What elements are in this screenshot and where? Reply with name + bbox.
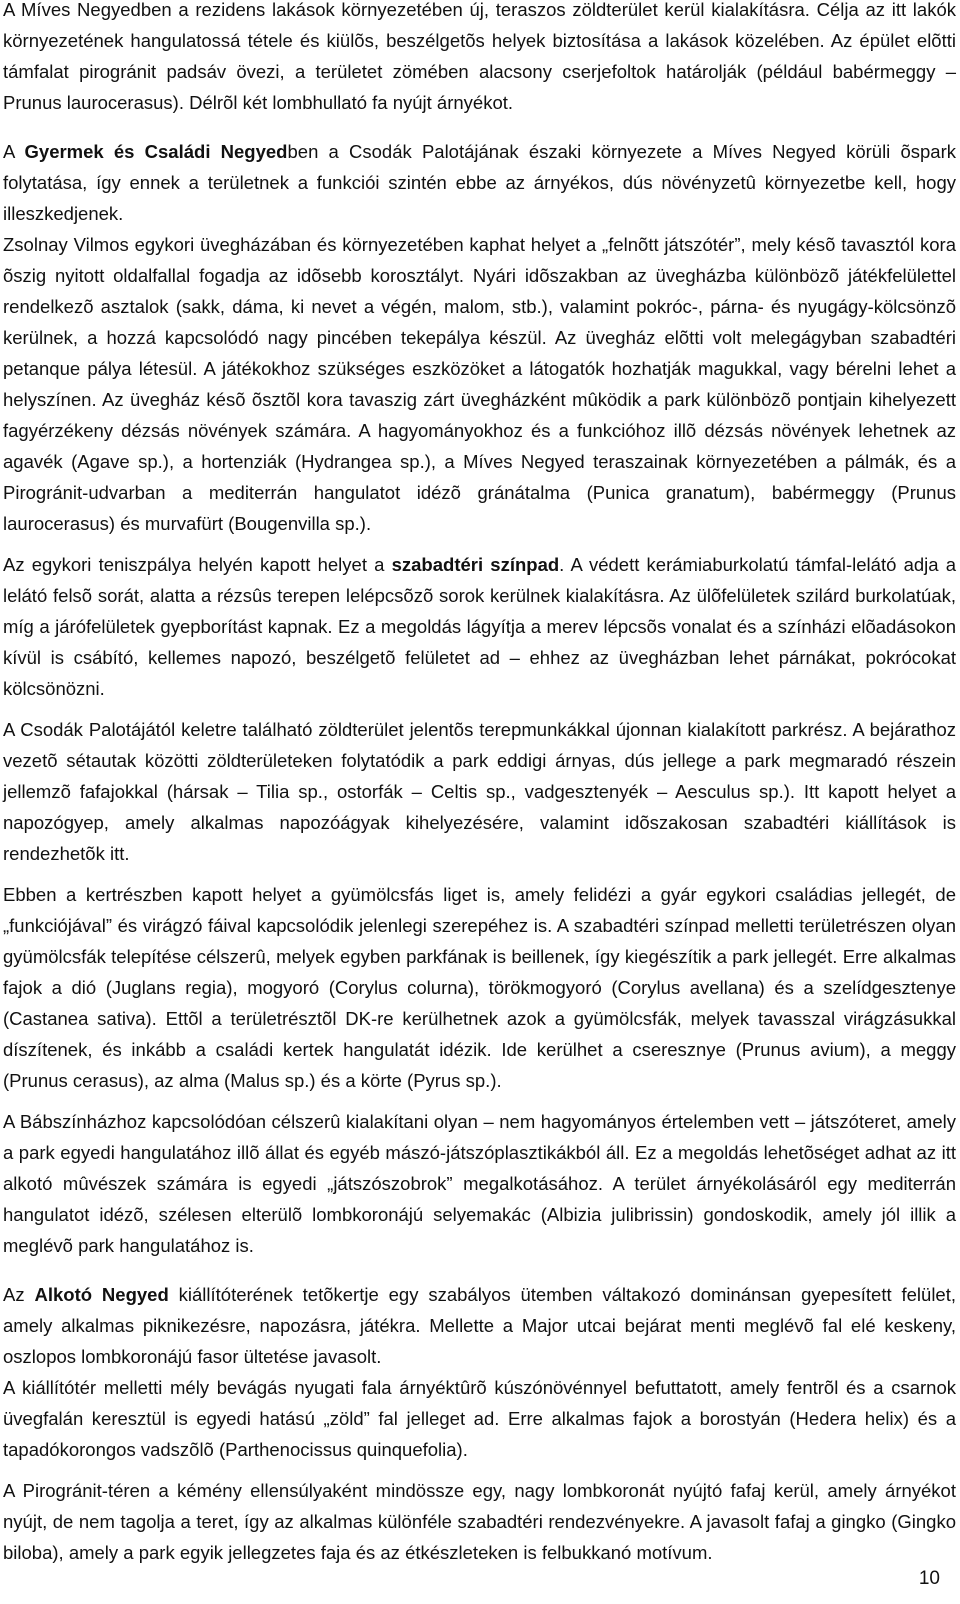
bold-term-alkoto-negyed: Alkotó Negyed (34, 1284, 169, 1305)
paragraph-mives-negyed: A Míves Negyedben a rezidens lakások környezetében új, teraszos zöldterület kerül kialakításra. Célja az itt lakók környezetének hangulatossá tétele és kiülõs, beszélgetõs helyek biztosítása a lakások közelében. Az épület elõtti támfalat pirogránit padsáv övezi, a területet zömében alacsony cserjefoltok határolják (például babérmeggy – Prunus laurocerasus). Délrõl két lombhullató fa nyújt árnyékot. (3, 0, 956, 113)
paragraph-lead-text: Az egykori teniszpálya helyén kapott helyet a (3, 554, 392, 575)
paragraph-rest-text: . A védett kerámiaburkolatú támfal-lelátó adja a lelátó felsõ sorát, alatta a rézsûs terepen lelépcsõzõ sorok kerülnek kialakításra. Az ülõfelületek szilárd burkolatúak, míg a járófelületek gyepborítást kapnak. Ez a megoldás lágyítja a merev lépcsõs vonalat és a színházi elõadásokon kívül is csábító, kellemes napozó, beszélgetõ felületet ad – ehhez az üvegházban lehet párnákat, pokrócokat kölcsönözni. (3, 554, 957, 699)
paragraph-gyermek-csaladi-negyed (3, 136, 956, 229)
bold-term-szabadteri-szinpad: szabadtéri színpad (391, 554, 560, 575)
paragraph-rest-text: kiállítóterének tetõkertje egy szabályos ütemben váltakozó dominánsan gyepesített felület, amely alkalmas piknikezésre, napozásra, játékra. Mellette a Major utcai bejárat menti meglévõ fal elé keskeny, oszlopos lombkoronájú fasor ültetése javasolt. (3, 1284, 956, 1367)
paragraph-lead-text: Az (3, 1284, 35, 1305)
paragraph-gyumolcsfas-liget: Ebben a kertrészben kapott helyet a gyümölcsfás liget is, amely felidézi a gyár egykori családias jellegét, de „funkciójával” és virágzó fáival kapcsolódik jelenlegi szerepéhez is. A szabadtéri színpad melletti területrészen olyan gyümölcsfák telepítése célszerû, melyek egyben parkfának is beillenek, így kiegészítik a park jellegét. Erre alkalmas fajok a dió (Juglans regia), mogyoró (Corylus colurna), törökmogyoró (Corylus avellana) és a szelídgesztenye (Castanea sativa). Ettõl a területrésztõl DK-re kerülhetnek azok a gyümölcsfák, melyek tavasszal virágzásukkal díszítenek, és inkább a családi kertek hangulatát idézik. Ide kerülhet a cseresznye (Prunus avium), a meggy (Prunus cerasus), az alma (Malus sp.) és a körte (Pyrus sp.). (3, 884, 956, 1091)
paragraph-szabadteri-szinpad (3, 549, 956, 704)
paragraph-alkoto-negyed (3, 1279, 956, 1372)
paragraph-pirogranit-ter: A Pirogránit-téren a kémény ellensúlyaként mindössze egy, nagy lombkoronát nyújtó fafaj kerül, amely árnyékot nyújt, de nem tagolja a teret, így az alkalmas különféle szabadtéri rendezvényekre. A javasolt fafaj a gingko (Gingko biloba), amely a park egyik jellegzetes faja és az étkészleteken is felbukkanó motívum. (3, 1480, 956, 1563)
paragraph-rest-text: ben a Csodák Palotájának északi környezete a Míves Negyed körüli õspark folytatása, így ennek a területnek a funkciói szintén ebbe az árnyékos, dús növényzetû környezetbe kell, hogy illeszkedjenek. (3, 141, 957, 224)
body-text (3, 0, 956, 1568)
paragraph-lead-text: A (3, 141, 25, 162)
paragraph-zsolnay-uveghaz: Zsolnay Vilmos egykori üvegházában és környezetében kaphat helyet a „felnõtt játszótér”, mely késõ tavasztól kora õszig nyitott oldalfallal fogadja az idõsebb korosztályt. Nyári idõszakban az üvegházba különbözõ játékfelülettel rendelkezõ asztalok (sakk, dáma, ki nevet a végén, malom, stb.), valamint pokróc-, párna- és nyugágy-kölcsönzõ kerülnek, a hozzá kapcsolódó nagy pincében tekepálya készül. Az üvegház elõtti volt melegágyban szabadtéri petanque pálya létesül. A játékokhoz szükséges eszközöket a látogatók hozhatják magukkal, vagy bérelni lehet a helyszínen. Az üvegház késõ õsztõl kora tavaszig zárt üvegházként mûködik a park különbözõ pontjain kihelyezett fagyérzékeny dézsás növények számára. A hagyományokhoz és a funkcióhoz illõ dézsás növények lehetnek az agavék (Agave sp.), a hortenziák (Hydrangea sp.), a Míves Negyed teraszainak környezetében a pálmák, és a Pirogránit-udvarban a mediterrán hangulatot idézõ gránátalma (Punica granatum), babérmeggy (Prunus laurocerasus) és murvafürt (Bougenvilla sp.). (3, 234, 956, 534)
page-number: 10 (918, 1568, 940, 1589)
bold-term-gyermek-negyed: Gyermek és Családi Negyed (24, 141, 288, 162)
paragraph-babszinhaz-jatszoter: A Bábszínházhoz kapcsolódóan célszerû kialakítani olyan – nem hagyományos értelemben vett – játszóteret, amely a park egyedi hangulatához illõ állat és egyéb mászó-játszóplasztikákból áll. Ez a megoldás lehetõséget adhat az itt alkotó mûvészek számára is egyedi „játszószobrok” megalkotásához. A terület árnyékolásáról egy mediterrán hangulatot idézõ, szélesen elterülõ lombkoronájú selyemakác (Albizia julibrissin) gondoskodik, amely jól illik a meglévõ park hangulatához is. (3, 1111, 956, 1256)
paragraph-csodak-palotaja-keletre: A Csodák Palotájától keletre található zöldterület jelentõs terepmunkákkal újonnan kialakított parkrész. A bejárathoz vezetõ sétautak közötti zöldterületeken folytatódik a park eddigi árnyas, dús jellege a park megmaradó részein jellemzõ fafajokkal (hársak – Tilia sp., ostorfák – Celtis sp., vadgesztenyék – Aesculus sp.). Itt kapott helyet a napozógyep, amely alkalmas napozóágyak kihelyezésére, valamint idõszakosan szabadtéri kiállítások is rendezhetõk itt. (3, 719, 956, 864)
paragraph-kiallitoter-zold-fal: A kiállítótér melletti mély bevágás nyugati fala árnyéktûrõ kúszónövénnyel befuttatott, amely fentrõl és a csarnok üvegfalán keresztül is egyedi hatású „zöld” fal jelleget ad. Erre alkalmas fajok a borostyán (Hedera helix) és a tapadókorongos vadszõlõ (Parthenocissus quinquefolia). (3, 1377, 956, 1460)
